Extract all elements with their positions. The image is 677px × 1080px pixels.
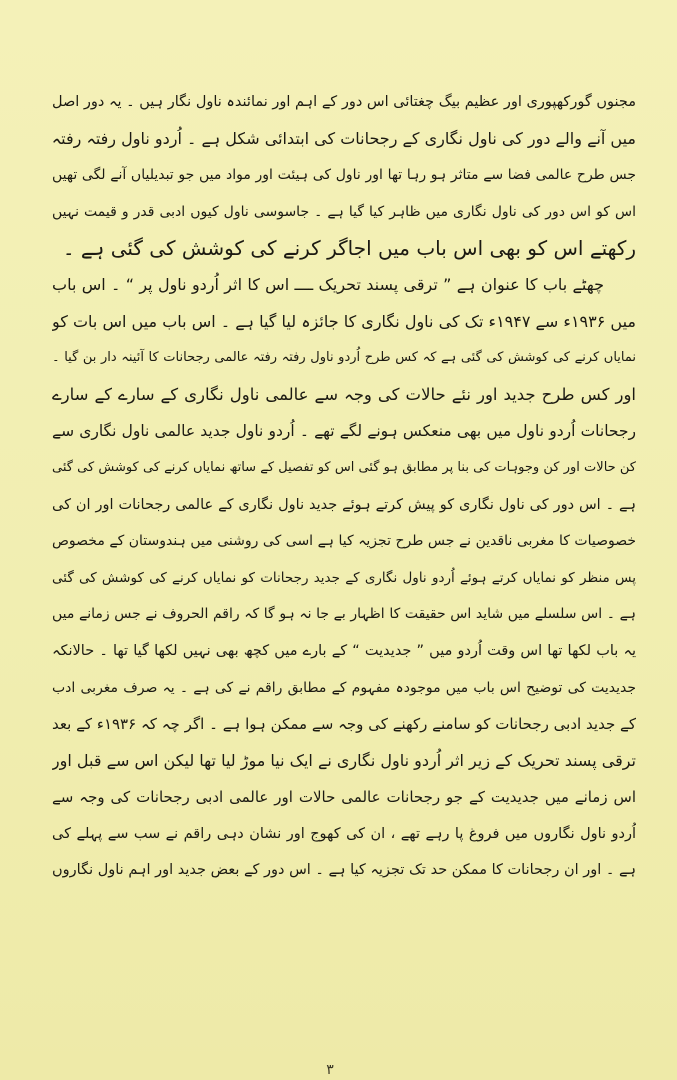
text-line: پس منظر کو نمایاں کرتے ہوئے اُردو ناول نگاری کے جدید رجحانات کو نمایاں کرنے کی کوشش کی گئی <box>52 569 636 586</box>
text-line: اُردو ناول نگاروں میں فروغ پا رہے تھے ، ان کی کھوج اور نشان دہی راقم نے سب سے پہلے کی <box>52 825 636 842</box>
text-line: ہے ۔ اور ان رجحانات کا ممکن حد تک تجزیہ کیا ہے ۔ اس دور کے بعض جدید اور اہم ناول نگاروں <box>52 862 636 879</box>
text-line: میں ۱۹۳۶ء سے ۱۹۴۷ء تک کی ناول نگاری کا جائزہ لیا گیا ہے ۔ اس باب میں اس بات کو <box>52 311 636 331</box>
text-line: خصوصیات کا مغربی ناقدین نے جس طرح تجزیہ کیا ہے اسی کی روشنی میں ہندوستان کے مخصوص <box>52 533 636 550</box>
text-line: میں آنے والے دور کی ناول نگاری کے رجحانات کی ابتدائی شکل ہے ۔ اُردو ناول رفتہ رفتہ <box>52 128 636 148</box>
text-line: نمایاں کرنے کی کوشش کی گئی ہے کہ کس طرح اُردو ناول رفتہ رفتہ عالمی رجحانات کا آئینہ دار بن گیا ۔ <box>52 350 636 366</box>
text-line: اور کس طرح جدید اور نئے حالات کی وجہ سے عالمی ناول نگاری کے سارے کے سارے <box>52 384 636 404</box>
text-line: جدیدیت کی توضیح اس باب میں موجودہ مفہوم کے مطابق راقم نے کی ہے ۔ یہ صرف مغربی ادب <box>52 679 636 696</box>
text-line: ہے ۔ اس سلسلے میں شاید اس حقیقت کا اظہار بے جا نہ ہو گا کہ راقم الحروف نے جس زمانے میں <box>52 606 636 623</box>
text-line: اس کو اس دور کی ناول نگاری میں ظاہر کیا گیا ہے ۔ جاسوسی ناول کیوں ادبی قدر و قیمت نہیں <box>52 203 636 220</box>
text-line: کن حالات اور کن وجوہات کی بنا پر مطابق ہو گئی اس کو تفصیل کے ساتھ نمایاں کرنے کی کوشش کی گئی <box>52 459 636 475</box>
text-line: ترقی پسند تحریک کے زیر اثر اُردو ناول نگاری نے ایک نیا موڑ لیا تھا لیکن اس سے قبل اور <box>52 750 636 770</box>
text-line: یہ باب لکھا تھا اس وقت اُردو میں ” جدیدیت “ کے بارے میں کچھ بھی نہیں لکھا گیا تھا ۔ حالانکہ <box>52 642 636 659</box>
page-number: ۳ <box>326 1062 334 1078</box>
urdu-text-block <box>52 84 636 889</box>
text-line: ہے ۔ اس دور کی ناول نگاری کو پیش کرتے ہوئے جدید ناول نگاری کے عالمی رجحانات اور ان کی <box>52 496 636 513</box>
paragraph-first-line: چھٹے باب کا عنوان ہے ” ترقی پسند تحریک ــــ اس کا اثر اُردو ناول پر “ ۔ اس باب <box>52 274 604 294</box>
text-line: اس زمانے میں جدیدیت کے جو رجحانات عالمی حالات اور عالمی ادبی رجحانات کی وجہ سے <box>52 788 636 807</box>
text-line: رکھتے اس کو بھی اس باب میں اجاگر کرنے کی کوشش کی گئی ہے ۔ <box>62 236 636 261</box>
text-line: جس طرح عالمی فضا سے متاثر ہو رہا تھا اور ناول کی ہیئت اور مواد میں جو تبدیلیاں آنے لگی تھیں <box>52 167 636 184</box>
text-line: کے جدید ادبی رجحانات کو سامنے رکھنے کی وجہ سے ممکن ہوا ہے ۔ اگر چہ کہ ۱۹۳۶ء کے بعد <box>52 715 636 734</box>
text-line: رجحانات اُردو ناول میں بھی منعکس ہونے لگے تھے ۔ اُردو ناول جدید عالمی ناول نگاری سے <box>52 422 636 441</box>
text-line: مجنوں گورکھپوری اور عظیم بیگ چغتائی اس دور کے اہم اور نمائندہ ناول نگار ہیں ۔ یہ دور اصل <box>52 94 636 110</box>
